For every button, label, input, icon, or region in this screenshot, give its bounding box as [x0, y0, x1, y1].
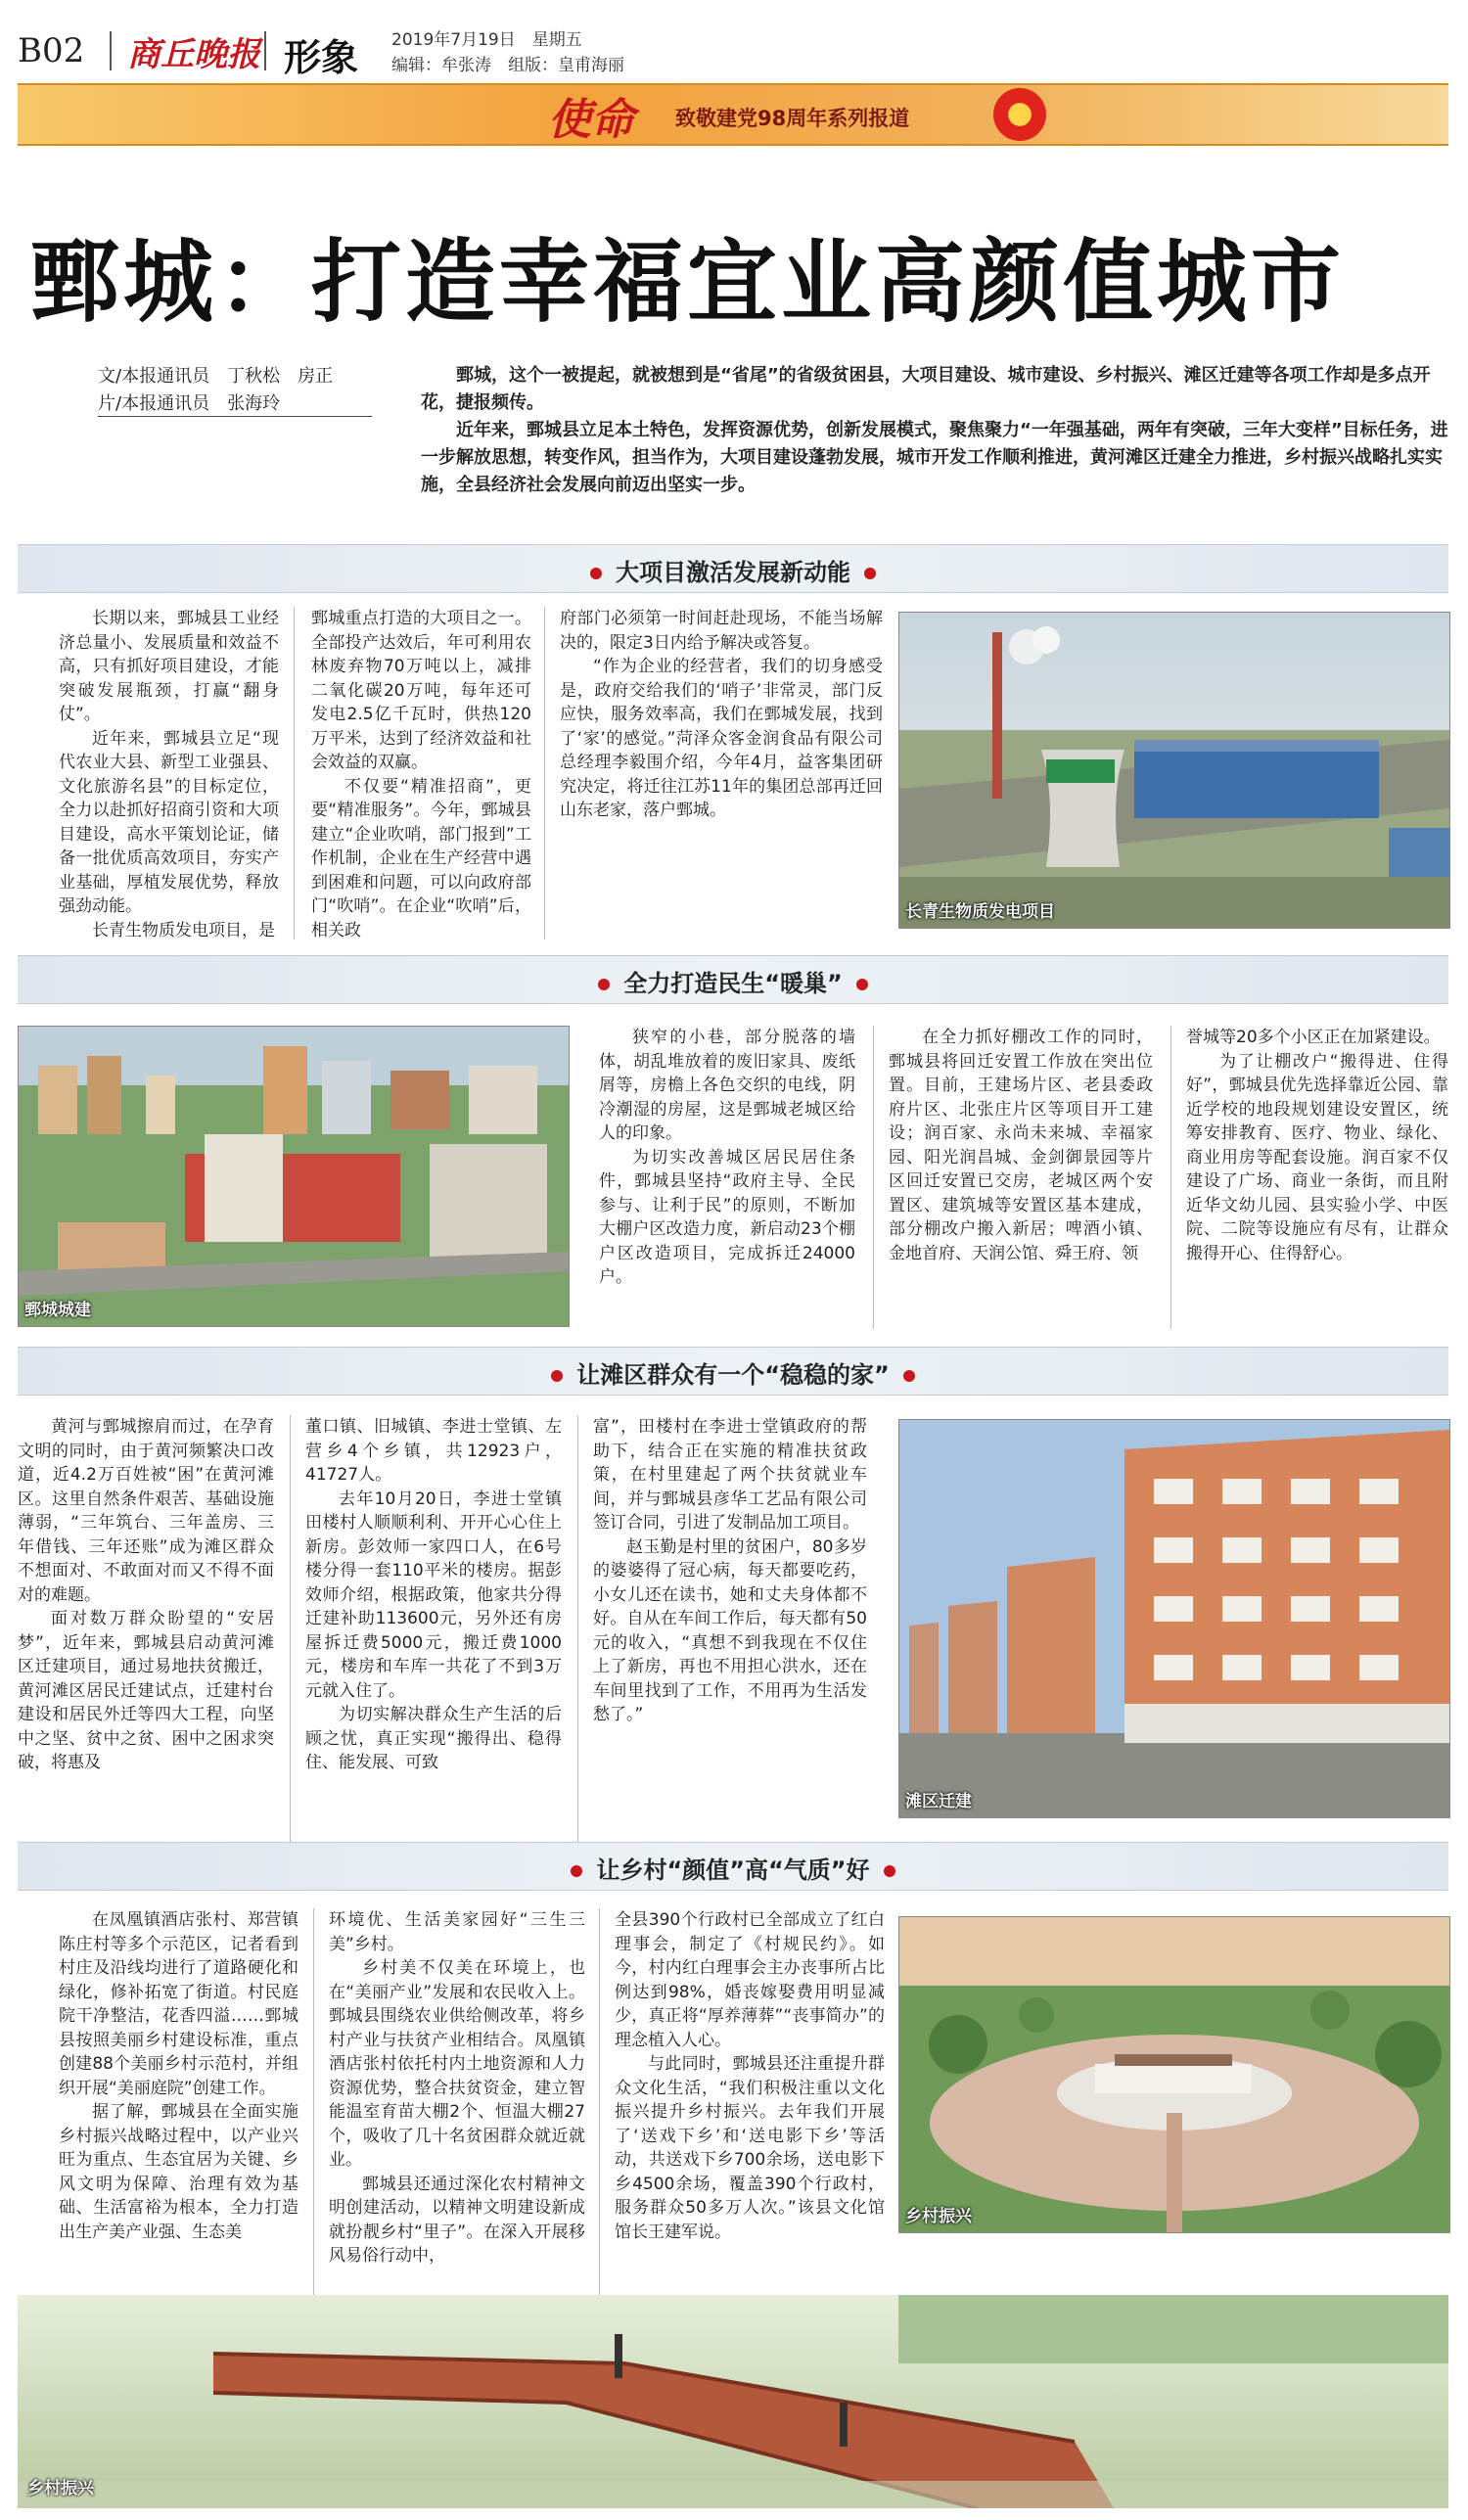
- photo-caption: 滩区迁建: [905, 1792, 972, 1811]
- article-column: [560, 607, 883, 823]
- paragraph: 誉城等20多个小区正在加紧建设。: [1186, 1028, 1441, 1047]
- paragraph: 不仅要“精准招商”，更要“精准服务”。今年，鄄城县建立“企业吹哨，部门报到”工作机制，企业在生产经营中遇到困难和问题，可以向政府部门“吹哨”。在企业“吹哨”后，相关政: [311, 776, 531, 940]
- section-header: [18, 1347, 1448, 1396]
- byline-photo: 片/本报通讯员 张海玲: [98, 393, 281, 414]
- photo-rural-square: [898, 1916, 1450, 2233]
- paragraph: “作为企业的经营者，我们的切身感受是，政府交给我们的‘哨子’非常灵，部门反应快，服务效率高，我们在鄄城发展，找到了‘家’的感觉。”菏泽众客金润食品有限公司总经理李毅围介绍，今年4月，益客集团研究决定，将迁往江苏11年的集团总部再迁回山东老家，落户鄄城。: [560, 657, 883, 820]
- paragraph: 在全力抓好棚改工作的同时，鄄城县将回迁安置工作放在突出位置。目前，王建场片区、老县委政府片区、北张庄片区等项目开工建设；润百家、永尚未来城、幸福家园、阳光润昌城、金剑御景园等片区回迁安置已交房，老城区两个安置区、建筑城等安置区基本建成，部分棚改户搬入新居；啤酒小镇、金地首府、天润公馆、舜王府、领: [889, 1028, 1153, 1263]
- city-illustration: [19, 1027, 569, 1326]
- masthead-divider: [264, 31, 266, 70]
- column-rule: [313, 1908, 314, 2300]
- byline-rule: [98, 416, 372, 417]
- paragraph: 与此同时，鄄城县还注重提升群众文化生活，“我们积极注重以文化振兴提升乡村振兴。去年我们开展了‘送戏下乡’和‘送电影下乡’等活动，共送戏下乡700余场，送电影下乡4500余场，覆盖390个行政村，服务群众50多万人次。”该县文化馆馆长王建军说。: [615, 2054, 885, 2242]
- article-column: [59, 1908, 298, 2244]
- paragraph: 为切实解决群众生产生活的后顾之忧，真正实现“搬得出、稳得住、能发展、可致: [305, 1705, 562, 1772]
- article-column: [18, 1415, 274, 1775]
- lead-paragraph: [421, 362, 1448, 499]
- article-column: [599, 1026, 855, 1290]
- article-column: [59, 607, 279, 942]
- article-column: [1186, 1026, 1448, 1265]
- byline-text: 文/本报通讯员 丁秋松 房正: [98, 366, 334, 387]
- bullet-icon: [903, 1370, 915, 1382]
- article-column: [329, 1908, 585, 2268]
- paragraph: 在凤凰镇酒店张村、郑营镇陈庄村等多个示范区，记者看到村庄及沿线均进行了道路硬化和绿化，修补拓宽了街道。村民庭院干净整洁，花香四溢……鄄城县按照美丽乡村建设标准，重点创建88个美丽乡村示范村，并组织开展“美丽庭院”创建工作。: [59, 1910, 298, 2098]
- column-rule: [1170, 1026, 1171, 1329]
- column-rule: [599, 1908, 600, 2300]
- bullet-icon: [598, 979, 610, 990]
- bullet-icon: [551, 1370, 563, 1382]
- article-column: [311, 607, 531, 942]
- headline: 鄄城：打造幸福宜业高颜值城市: [29, 230, 1346, 335]
- power-plant-illustration: [899, 613, 1449, 928]
- column-rule: [294, 607, 295, 939]
- village-square-illustration: [899, 1917, 1449, 2232]
- column-rule: [577, 1415, 578, 1846]
- photo-resettlement: [898, 1419, 1450, 1818]
- paragraph: 黄河与鄄城擦肩而过，在孕育文明的同时，由于黄河频繁决口改道，近4.2万百姓被“困”在黄河滩区。这里自然条件艰苦、基础设施薄弱，“三年筑台、三年盖房、三年借钱、三年还账”成为滩区群众不想面对、不敢面对而又不得不面对的难题。: [18, 1417, 274, 1605]
- column-rule: [873, 1026, 874, 1329]
- boardwalk-illustration: [18, 2295, 1448, 2508]
- bullet-icon: [856, 979, 868, 990]
- article-column: [593, 1415, 867, 1727]
- photo-rural-boardwalk: [18, 2295, 1448, 2508]
- section-title: 让滩区群众有一个“稳稳的家”: [576, 1361, 890, 1389]
- paragraph: 近年来，鄄城县立足“现代农业大县、新型工业强县、文化旅游名县”的目标定位，全力以赴抓好招商引资和大项目建设，高水平策划论证，储备一批优质高效项目，夯实产业基础，厚植发展优势，释放强劲动能。: [59, 728, 279, 916]
- column-rule: [544, 607, 545, 939]
- issue-date: 2019年7月19日 星期五: [391, 30, 582, 50]
- photo-caption: 长青生物质发电项目: [905, 902, 1055, 922]
- bullet-icon: [884, 1865, 895, 1877]
- party-emblem-icon: [993, 88, 1046, 141]
- masthead-divider: [110, 31, 112, 70]
- section-title: 让乡村“颜值”高“气质”好: [596, 1856, 870, 1884]
- paragraph: 全县390个行政村已全部成立了红白理事会，制定了《村规民约》。如今，村内红白理事会主办丧事所占比例达到98%，婚丧嫁娶费用明显减少，真正将“厚养薄葬”“丧事简办”的理念植入人心。: [615, 1910, 885, 2050]
- lead-p1: 鄄城，这个一被提起，就被想到是“省尾”的省级贫困县，大项目建设、城市建设、乡村振兴、滩区迁建等各项工作却是多点开花，捷报频传。: [421, 365, 1431, 413]
- resettlement-illustration: [899, 1420, 1449, 1817]
- paper-name: 商丘晚报: [127, 35, 260, 74]
- bullet-icon: [590, 568, 602, 579]
- paragraph: 据了解，鄄城县在全面实施乡村振兴战略过程中，以产业兴旺为重点、生态宜居为关键、乡风文明为保障、治理有效为基础、生活富裕为根本，全力打造出生产美产业强、生态美: [59, 2102, 298, 2242]
- article-column: [615, 1908, 885, 2244]
- series-subtitle: 致敬建党98周年系列报道: [675, 107, 910, 130]
- editors-credit: 编辑：牟张涛 组版：皇甫海丽: [391, 56, 624, 75]
- paragraph: 鄄城县还通过深化农村精神文明创建活动，以精神文明建设新成就扮靓乡村“里子”。在深入开展移风易俗行动中，: [329, 2174, 585, 2266]
- section-header: [18, 1842, 1448, 1891]
- page-number: B02: [18, 31, 85, 70]
- article-column: [889, 1026, 1153, 1265]
- section-header: [18, 544, 1448, 593]
- lead-p2: 近年来，鄄城县立足本土特色，发挥资源优势，创新发展模式，聚焦聚力“一年强基础，两年有突破，三年大变样”目标任务，进一步解放思想，转变作风，担当作为，大项目建设蓬勃发展，城市开发工作顺利推进，黄河滩区迁建全力推进，乡村振兴战略扎实实施，全县经济社会发展向前迈出坚实一步。: [421, 420, 1448, 495]
- bullet-icon: [571, 1865, 582, 1877]
- photo-caption: 乡村振兴: [27, 2479, 94, 2498]
- article-column: [305, 1415, 562, 1775]
- column-rule: [290, 1415, 291, 1846]
- section-title: 大项目激活发展新动能: [616, 559, 850, 586]
- paragraph: 乡村美不仅美在环境上，也在“美丽产业”发展和农民收入上。鄄城县围绕农业供给侧改革，将乡村产业与扶贫产业相结合。凤凰镇酒店张村依托村内土地资源和人力资源优势，整合扶贫资金，建立智能温室育苗大棚2个、恒温大棚27个，吸收了几十名贫困群众就近就业。: [329, 1958, 585, 2170]
- paragraph: 为切实改善城区居民居住条件，鄄城县坚持“政府主导、全民参与、让利于民”的原则，不断加大棚户区改造力度，新启动23个棚户区改造项目，完成拆迁24000户。: [599, 1147, 855, 1287]
- paragraph: 环境优、生活美家园好“三生三美”乡村。: [329, 1910, 585, 1954]
- paragraph: 鄄城重点打造的大项目之一。全部投产达效后，年可利用农林废弃物70万吨以上，减排二氧化碳20万吨，每年还可发电2.5亿千瓦时，供热120万平米，达到了经济效益和社会效益的双赢。: [311, 609, 531, 772]
- paragraph: 长青生物质发电项目，是: [92, 920, 275, 940]
- bullet-icon: [864, 568, 876, 579]
- photo-power-plant: [898, 612, 1450, 929]
- paragraph: 府部门必须第一时间赶赴现场，不能当场解决的，限定3日内给予解决或答复。: [560, 609, 883, 653]
- photo-caption: 鄄城城建: [24, 1301, 91, 1320]
- paragraph: 去年10月20日，李进士堂镇田楼村人顺顺利利、开开心心住上新房。彭效师一家四口人，在6号楼分得一套110平米的楼房。据彭效师介绍，根据政策，他家共分得迁建补助113600元，另外还有房屋拆迁费5000元，搬迁费1000元，楼房和车库一共花了不到3万元就入住了。: [305, 1489, 562, 1701]
- paragraph: 长期以来，鄄城县工业经济总量小、发展质量和效益不高，只有抓好项目建设，才能突破发展瓶颈，打赢“翻身仗”。: [59, 609, 279, 724]
- section-name: 形象: [284, 36, 359, 79]
- section-title: 全力打造民生“暖巢”: [623, 970, 843, 997]
- photo-city-construction: [18, 1026, 570, 1327]
- paragraph: 狭窄的小巷，部分脱落的墙体，胡乱堆放着的废旧家具、废纸屑等，房檐上各色交织的电线，阴冷潮湿的房屋，这是鄄城老城区给人的印象。: [599, 1028, 855, 1143]
- paragraph: 为了让棚改户“搬得进、住得好”，鄄城县优先选择靠近公园、靠近学校的地段规划建设安置区，统筹安排教育、医疗、物业、绿化、商业用房等配套设施。润百家不仅建设了广场、商业一条街，而且附近华文幼儿园、县实验小学、中医院、二院等设施应有尽有，让群众搬得开心、住得舒心。: [1186, 1051, 1448, 1263]
- paragraph: 董口镇、旧城镇、李进士堂镇、左营乡4个乡镇，共12923户，41727人。: [305, 1417, 562, 1485]
- section-header: [18, 955, 1448, 1004]
- series-title: 使命: [548, 95, 634, 145]
- photo-caption: 乡村振兴: [905, 2207, 972, 2226]
- paragraph: 赵玉勤是村里的贫困户，80多岁的婆婆得了冠心病，每天都要吃药，小女儿还在读书，她和丈夫身体都不好。自从在车间工作后，每天都有50元的收入，“真想不到我现在不仅住上了新房，再也不用担心洪水，还在车间里找到了工作，不用再为生活发愁了。”: [593, 1536, 867, 1724]
- paragraph: 面对数万群众盼望的“安居梦”，近年来，鄄城县启动黄河滩区迁建项目，通过易地扶贫搬迁，黄河滩区居民迁建试点，迁建村台建设和居民外迁等四大工程，向坚中之坚、贫中之贫、困中之困求突破，将惠及: [18, 1609, 274, 1772]
- paragraph: 富”，田楼村在李进士堂镇政府的帮助下，结合正在实施的精准扶贫政策，在村里建起了两个扶贫就业车间，并与鄄城县彦华工艺品有限公司签订合同，引进了发制品加工项目。: [593, 1417, 867, 1533]
